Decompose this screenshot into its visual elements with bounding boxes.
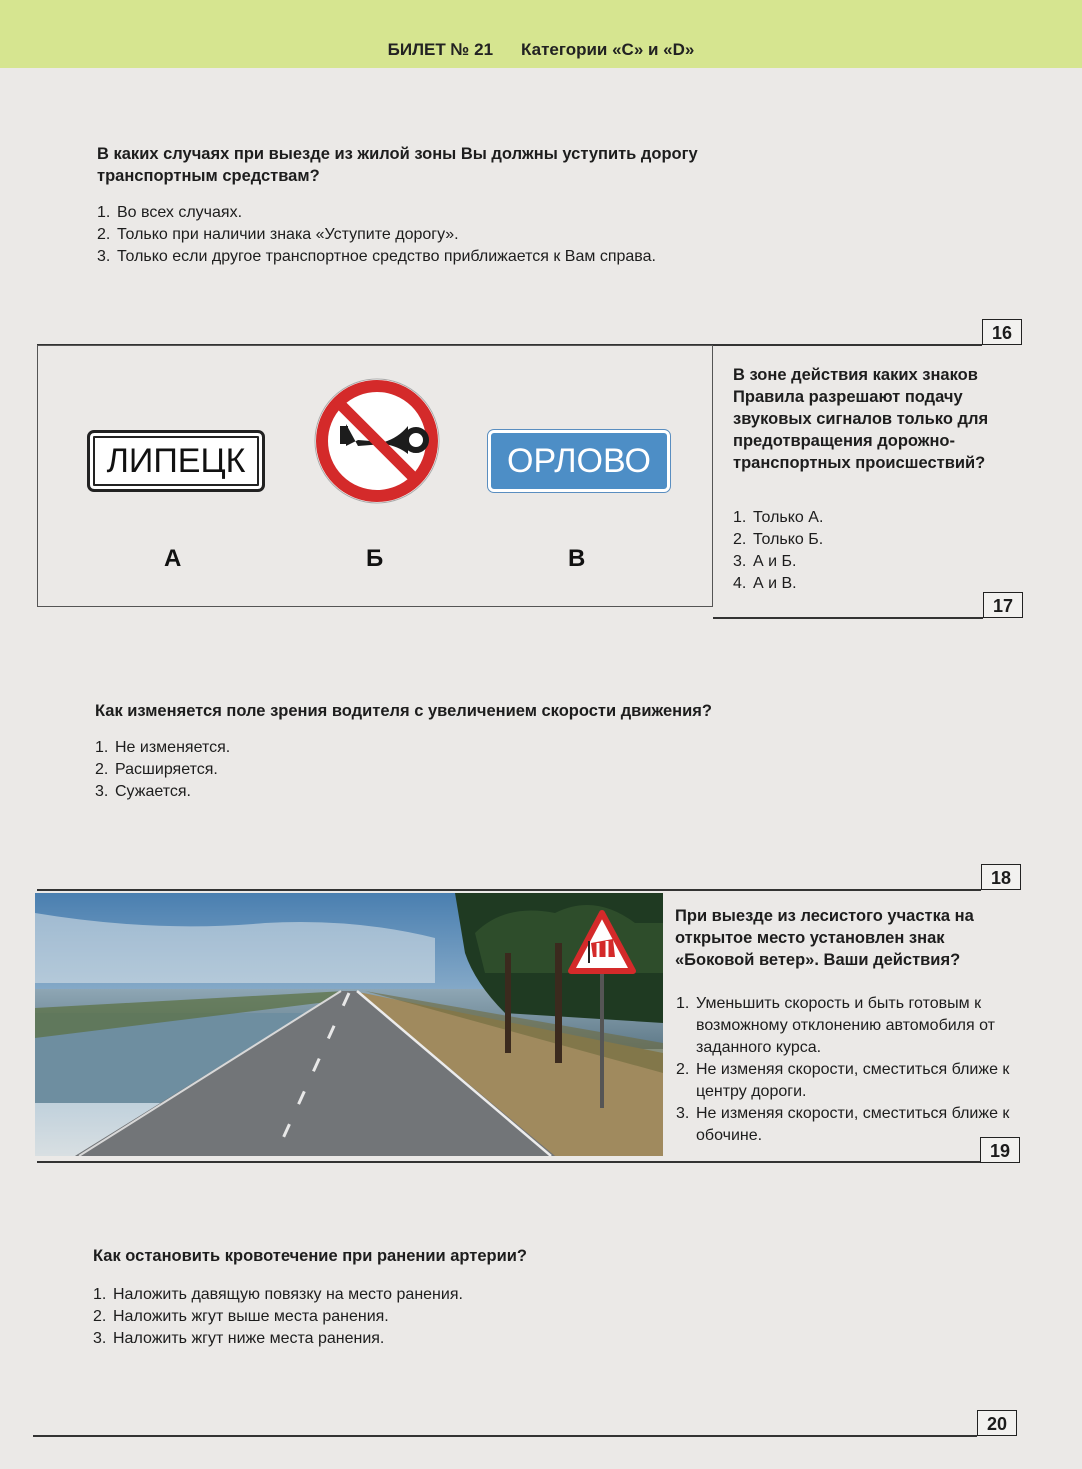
option-text: Наложить давящую повязку на место ранения. — [113, 1286, 463, 1303]
divider — [713, 617, 983, 619]
option-20-2[interactable] — [93, 1306, 693, 1328]
divider — [33, 1435, 977, 1437]
option-text: А и В. — [753, 575, 797, 592]
question-19-options — [676, 993, 1021, 1147]
option-16-1[interactable] — [97, 202, 797, 224]
option-18-2[interactable] — [95, 759, 495, 781]
option-17-1[interactable] — [733, 507, 1033, 529]
option-19-3[interactable] — [676, 1103, 1021, 1147]
question-16-options — [97, 202, 797, 268]
sign-label-b: Б — [366, 545, 384, 572]
option-number: 2. — [95, 761, 109, 778]
option-number: 4. — [733, 575, 747, 592]
option-number: 3. — [97, 248, 111, 265]
sign-a-lipetsk: ЛИПЕЦК — [87, 430, 265, 492]
option-number: 2. — [93, 1308, 107, 1325]
option-number: 2. — [733, 531, 747, 548]
sign-label-v: В — [568, 545, 586, 572]
option-20-1[interactable] — [93, 1284, 693, 1306]
road-photo-crosswind — [35, 893, 663, 1156]
option-number: 3. — [95, 783, 109, 800]
question-number-19: 19 — [980, 1137, 1020, 1163]
option-text: Не изменяя скорости, сместиться ближе к центру дороги. — [696, 1061, 1010, 1100]
sign-v-orlovo: ОРЛОВО — [488, 430, 670, 492]
question-number-17: 17 — [983, 592, 1023, 618]
question-19-text: При выезде из лесистого участка на открытое место установлен знак «Боковой ветер». Ваши действия? — [675, 907, 974, 969]
question-number-16: 16 — [982, 319, 1022, 345]
sign-label-a: А — [164, 545, 182, 572]
question-18-options — [95, 737, 495, 803]
option-16-2[interactable] — [97, 224, 797, 246]
question-20-text: Как остановить кровотечение при ранении артерии? — [93, 1247, 527, 1265]
option-16-3[interactable] — [97, 246, 797, 268]
option-20-3[interactable] — [93, 1328, 693, 1350]
option-text: Не изменяется. — [115, 739, 231, 756]
option-text: Уменьшить скорость и быть готовым к возможному отклонению автомобиля от заданного курса. — [696, 995, 995, 1056]
header-title — [0, 40, 1082, 60]
option-text: Наложить жгут ниже места ранения. — [113, 1330, 385, 1347]
option-number: 1. — [95, 739, 109, 756]
option-number: 3. — [93, 1330, 107, 1347]
page-header — [0, 0, 1082, 68]
option-number: 3. — [676, 1105, 690, 1122]
option-number: 2. — [676, 1061, 690, 1078]
question-17-options — [733, 507, 1033, 595]
option-17-3[interactable] — [733, 551, 1033, 573]
option-number: 1. — [97, 204, 111, 221]
option-number: 1. — [676, 995, 690, 1012]
divider — [37, 889, 981, 891]
categories-label: Категории «С» и «D» — [521, 40, 695, 59]
question-17-text: В зоне действия каких знаков Правила разрешают подачу звуковых сигналов только для предотвращения дорожно-транспортных происшествий? — [733, 366, 989, 472]
option-text: А и Б. — [753, 553, 797, 570]
ticket-label: БИЛЕТ № 21 — [387, 40, 494, 59]
option-19-2[interactable] — [676, 1059, 1021, 1103]
question-number-20: 20 — [977, 1410, 1017, 1436]
option-number: 2. — [97, 226, 111, 243]
option-text: Не изменяя скорости, сместиться ближе к обочине. — [696, 1105, 1010, 1144]
question-18-text: Как изменяется поле зрения водителя с увеличением скорости движения? — [95, 702, 712, 720]
option-text: Только если другое транспортное средство приближается к Вам справа. — [117, 248, 656, 265]
option-text: Только Б. — [753, 531, 824, 548]
option-18-3[interactable] — [95, 781, 495, 803]
question-16-text: В каких случаях при выезде из жилой зоны Вы должны уступить дорогу транспортным средствам? — [97, 145, 698, 185]
option-text: Только при наличии знака «Уступите дорогу». — [117, 226, 459, 243]
option-17-2[interactable] — [733, 529, 1033, 551]
question-number-18: 18 — [981, 864, 1021, 890]
option-number: 1. — [733, 509, 747, 526]
option-19-1[interactable] — [676, 993, 1021, 1059]
option-number: 1. — [93, 1286, 107, 1303]
divider — [37, 1161, 980, 1163]
question-20-options — [93, 1284, 693, 1350]
option-text: Наложить жгут выше места ранения. — [113, 1308, 389, 1325]
option-text: Только А. — [753, 509, 824, 526]
option-text: Во всех случаях. — [117, 204, 243, 221]
option-number: 3. — [733, 553, 747, 570]
option-18-1[interactable] — [95, 737, 495, 759]
no-horn-sign-icon — [312, 376, 442, 506]
option-text: Расширяется. — [115, 761, 218, 778]
option-text: Сужается. — [115, 783, 191, 800]
